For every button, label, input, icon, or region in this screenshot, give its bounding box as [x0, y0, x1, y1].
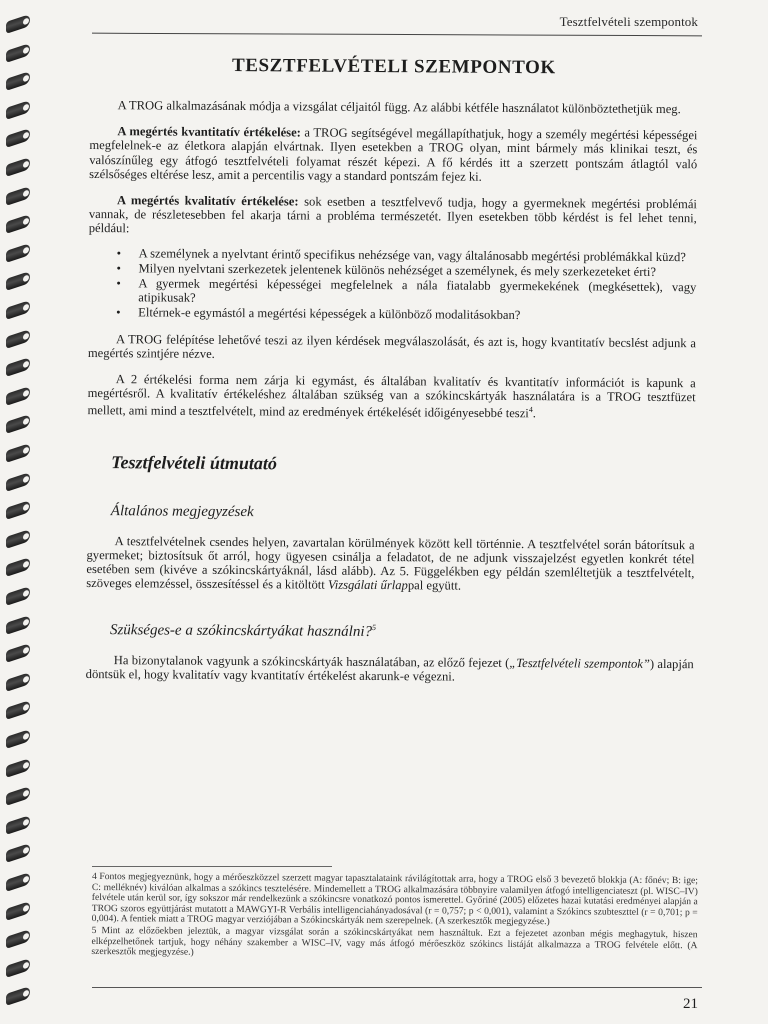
spiral-binding-coil [6, 243, 30, 263]
page-number: 21 [683, 996, 698, 1012]
spiral-binding-coil [6, 357, 30, 377]
list-item: • Milyen nyelvtani szerkezetek jelentenek különös nehézséget a személynek, és mely szerkezeteket érti? [116, 261, 657, 279]
form-name: Vizsgálati űrlap [327, 578, 408, 593]
spiral-binding-coil [6, 71, 30, 91]
bullet-icon: • [116, 245, 122, 260]
spiral-binding-coil [6, 472, 30, 492]
general-notes-paragraph: A tesztfelvételnek csendes helyen, zavartalan körülmények között kell történnie. A tesztfelvétel során bátorítsuk a gyermeket; biztosítsuk őt arról, hogy ügyesen csinálja a feladatot, de ne adjunk visszajelzést egyetlen konkrét tétel esetében sem (kivéve a szókincskártyáknál, lásd alább). Az 5. Függelékben egy példán szemléltetjük a tesztfelvételt, szöveges elemzéssel, összesítéssel és a kitöltött Vizsgálati űrlappal együtt. [86, 534, 695, 594]
qualitative-text: sok esetben a tesztfelvevő tudja, hogy a gyermeknek megértési problémái vannak, de részletesebben fel akarja tárni a probléma természetét. Ilyen esetekben több kérdést is fel lehet tenni, például: [88, 194, 698, 236]
spiral-binding-coil [6, 300, 30, 320]
footnote-rule [92, 866, 332, 867]
spiral-binding-coil [6, 758, 30, 778]
spiral-binding-coil [6, 872, 30, 892]
subheading-general-notes: Általános megjegyzések [110, 503, 254, 520]
spiral-binding-coil [6, 443, 30, 463]
bullet-icon: • [116, 276, 121, 291]
evaluation-forms-paragraph: A 2 értékelési forma nem zárja ki egymást, és általában kvalitatív és kvantitatív információt is kapunk a megértésről. A kvalitatív értékeléshez általában szükség van a szókincskártyák használatára is a TROG tesztfüzet mellett, ami mind a tesztfelvételt, mind az eredmények értékelését időigényesebbé teszi$^4$. [87, 372, 696, 421]
spiral-binding-coil [6, 958, 30, 978]
spiral-binding-coil [6, 271, 30, 291]
spiral-binding-coil [6, 186, 30, 206]
spiral-binding-coil [6, 157, 30, 177]
page-content [86, 54, 698, 685]
list-item: • A gyermek megértési képességei megfelelnek a nála fiatalabb gyermekekének (megkésettek), vagy atipikusak? [116, 276, 697, 305]
spiral-binding-coil [6, 615, 30, 635]
quantitative-paragraph [89, 124, 697, 185]
bullet-icon: • [116, 261, 121, 276]
spiral-binding-coil [6, 329, 30, 349]
spiral-binding-coil [6, 843, 30, 863]
spiral-binding-coil [6, 14, 30, 34]
bullet-icon: • [116, 305, 121, 320]
spiral-binding-coil [6, 529, 30, 549]
list-item: • Eltérnek-e egymástól a megértési képességek a különböző modalitásokban? [116, 305, 521, 323]
footnote-5: 5 Mint az előzőekben jeleztük, a magyar vizsgálat során a szókincskártyákat nem használtuk. Ezt a fejezetet azonban mégis meghagytuk, hiszen elképzelhetőnek tartjuk, hogy néhány szakember a WISC–IV, vagy más átfogó mérőeszköz szókincs listáját alkalmazza a TROG felvétele előtt. (A szerkesztők megjegyzése.) [91, 924, 698, 958]
qualitative-paragraph [89, 193, 697, 240]
spiral-binding-coil [6, 815, 30, 835]
trog-structure-paragraph: A TROG felépítése lehetővé teszi az ilyen kérdések megválaszolását, és azt is, hogy kvantitatív becslést adjunk a megértés szintjére nézve. [87, 331, 697, 361]
spiral-binding-coil [6, 128, 30, 148]
section-heading: Tesztfelvételi útmutató [111, 452, 278, 474]
spiral-binding-coil [6, 901, 30, 921]
chapter-reference: „Tesztfelvételi szempontok” [509, 655, 650, 671]
spiral-binding-coil [6, 929, 30, 949]
spiral-binding-coil [6, 414, 30, 434]
quantitative-label: A megértés kvantitatív értékelése: [117, 124, 301, 140]
spiral-binding-coil [6, 386, 30, 406]
footer-rule [92, 987, 702, 988]
spiral-binding-coil [6, 500, 30, 520]
footnote-ref-5: 5 [372, 622, 377, 632]
list-item: • A személynek a nyelvtant érintő specifikus nehézsége van, vagy általánosabb megértési problémákkal küzd? [116, 245, 686, 264]
intro-paragraph: A TROG alkalmazásának módja a vizsgálat céljaitól függ. Az alábbi kétféle használatot különböztethetjük meg. [117, 98, 681, 117]
spiral-binding-coil [6, 643, 30, 663]
spiral-binding-coil [6, 986, 30, 1006]
spiral-binding-coil [6, 43, 30, 63]
spiral-binding [6, 18, 32, 1018]
spiral-binding-coil [6, 214, 30, 234]
spiral-binding-coil [6, 557, 30, 577]
spiral-binding-coil [6, 729, 30, 749]
question-list [88, 246, 697, 324]
subheading-vocabulary-cards: Szükséges-e a szókincskártyákat használni?$^5$ [109, 621, 377, 640]
qualitative-label: A megértés kvalitatív értékelése: [116, 193, 299, 209]
page-title: TESZTFELVÉTELI SZEMPONTOK [231, 54, 556, 79]
quantitative-text: a TROG segítségével megállapíthatjuk, hogy a személy megértési képességei megfelelnek-e az életkora alapján elvártnak. Ilyen esetekben a TROG olyan, mint bármely más klinikai teszt, és valószínűleg egy átfogó tesztfelvételi folyamat részét képezi. A fő kérdés itt a szerzett pontszám átlagtól való szélsőséges eltérése lesz, amit a percentilis vagy a standard pontszám fejez ki. [89, 125, 698, 184]
spiral-binding-coil [6, 700, 30, 720]
spiral-binding-coil [6, 586, 30, 606]
footnote-ref-4: 4 [528, 405, 533, 415]
footnote-4: 4 Fontos megjegyeznünk, hogy a mérőeszközzel szerzett magyar tapasztalataink rávilágítottak arra, hogy a TROG első 3 bevezető blokkja (A: főnév; B: ige; C: melléknév) kiválóan alkalmas a szókincs tesztelésére. Mindemellett a TROG alkalmazására többnyire valamilyen átfogó intelligenciateszt (pl. WISC–IV) felvétele után kerül sor, így sokszor már rendelkezünk a szókincsre vonatkozó pontos ismerettel. Győriné (2005) előzetes hazai kutatási eredményei alapján a TROG szoros együttjárást mutatott a MAWGYI-R Verbális intelligenciahányadosával (r = 0,757; p < 0,001), valamint a Szókincs szubteszttel (r = 0,701; p = 0,004). A fentiek miatt a TROG magyar verziójában a Szókincskártyák nem szerepelnek. (A szerkesztők megjegyzése.) [91, 871, 698, 928]
spiral-binding-coil [6, 786, 30, 806]
spiral-binding-coil [6, 672, 30, 692]
running-head: Tesztfelvételi szempontok [559, 14, 698, 29]
vocabulary-cards-paragraph: Ha bizonytalanok vagyunk a szókincskártyák használatában, az előző fejezet („Tesztfelvételi szempontok”) alapján döntsük el, hogy kvalitatív vagy kvantitatív értékelést akarunk-e végezni. [85, 652, 694, 684]
spiral-binding-coil [6, 100, 30, 120]
footnotes [91, 872, 698, 963]
header-rule [92, 33, 702, 37]
